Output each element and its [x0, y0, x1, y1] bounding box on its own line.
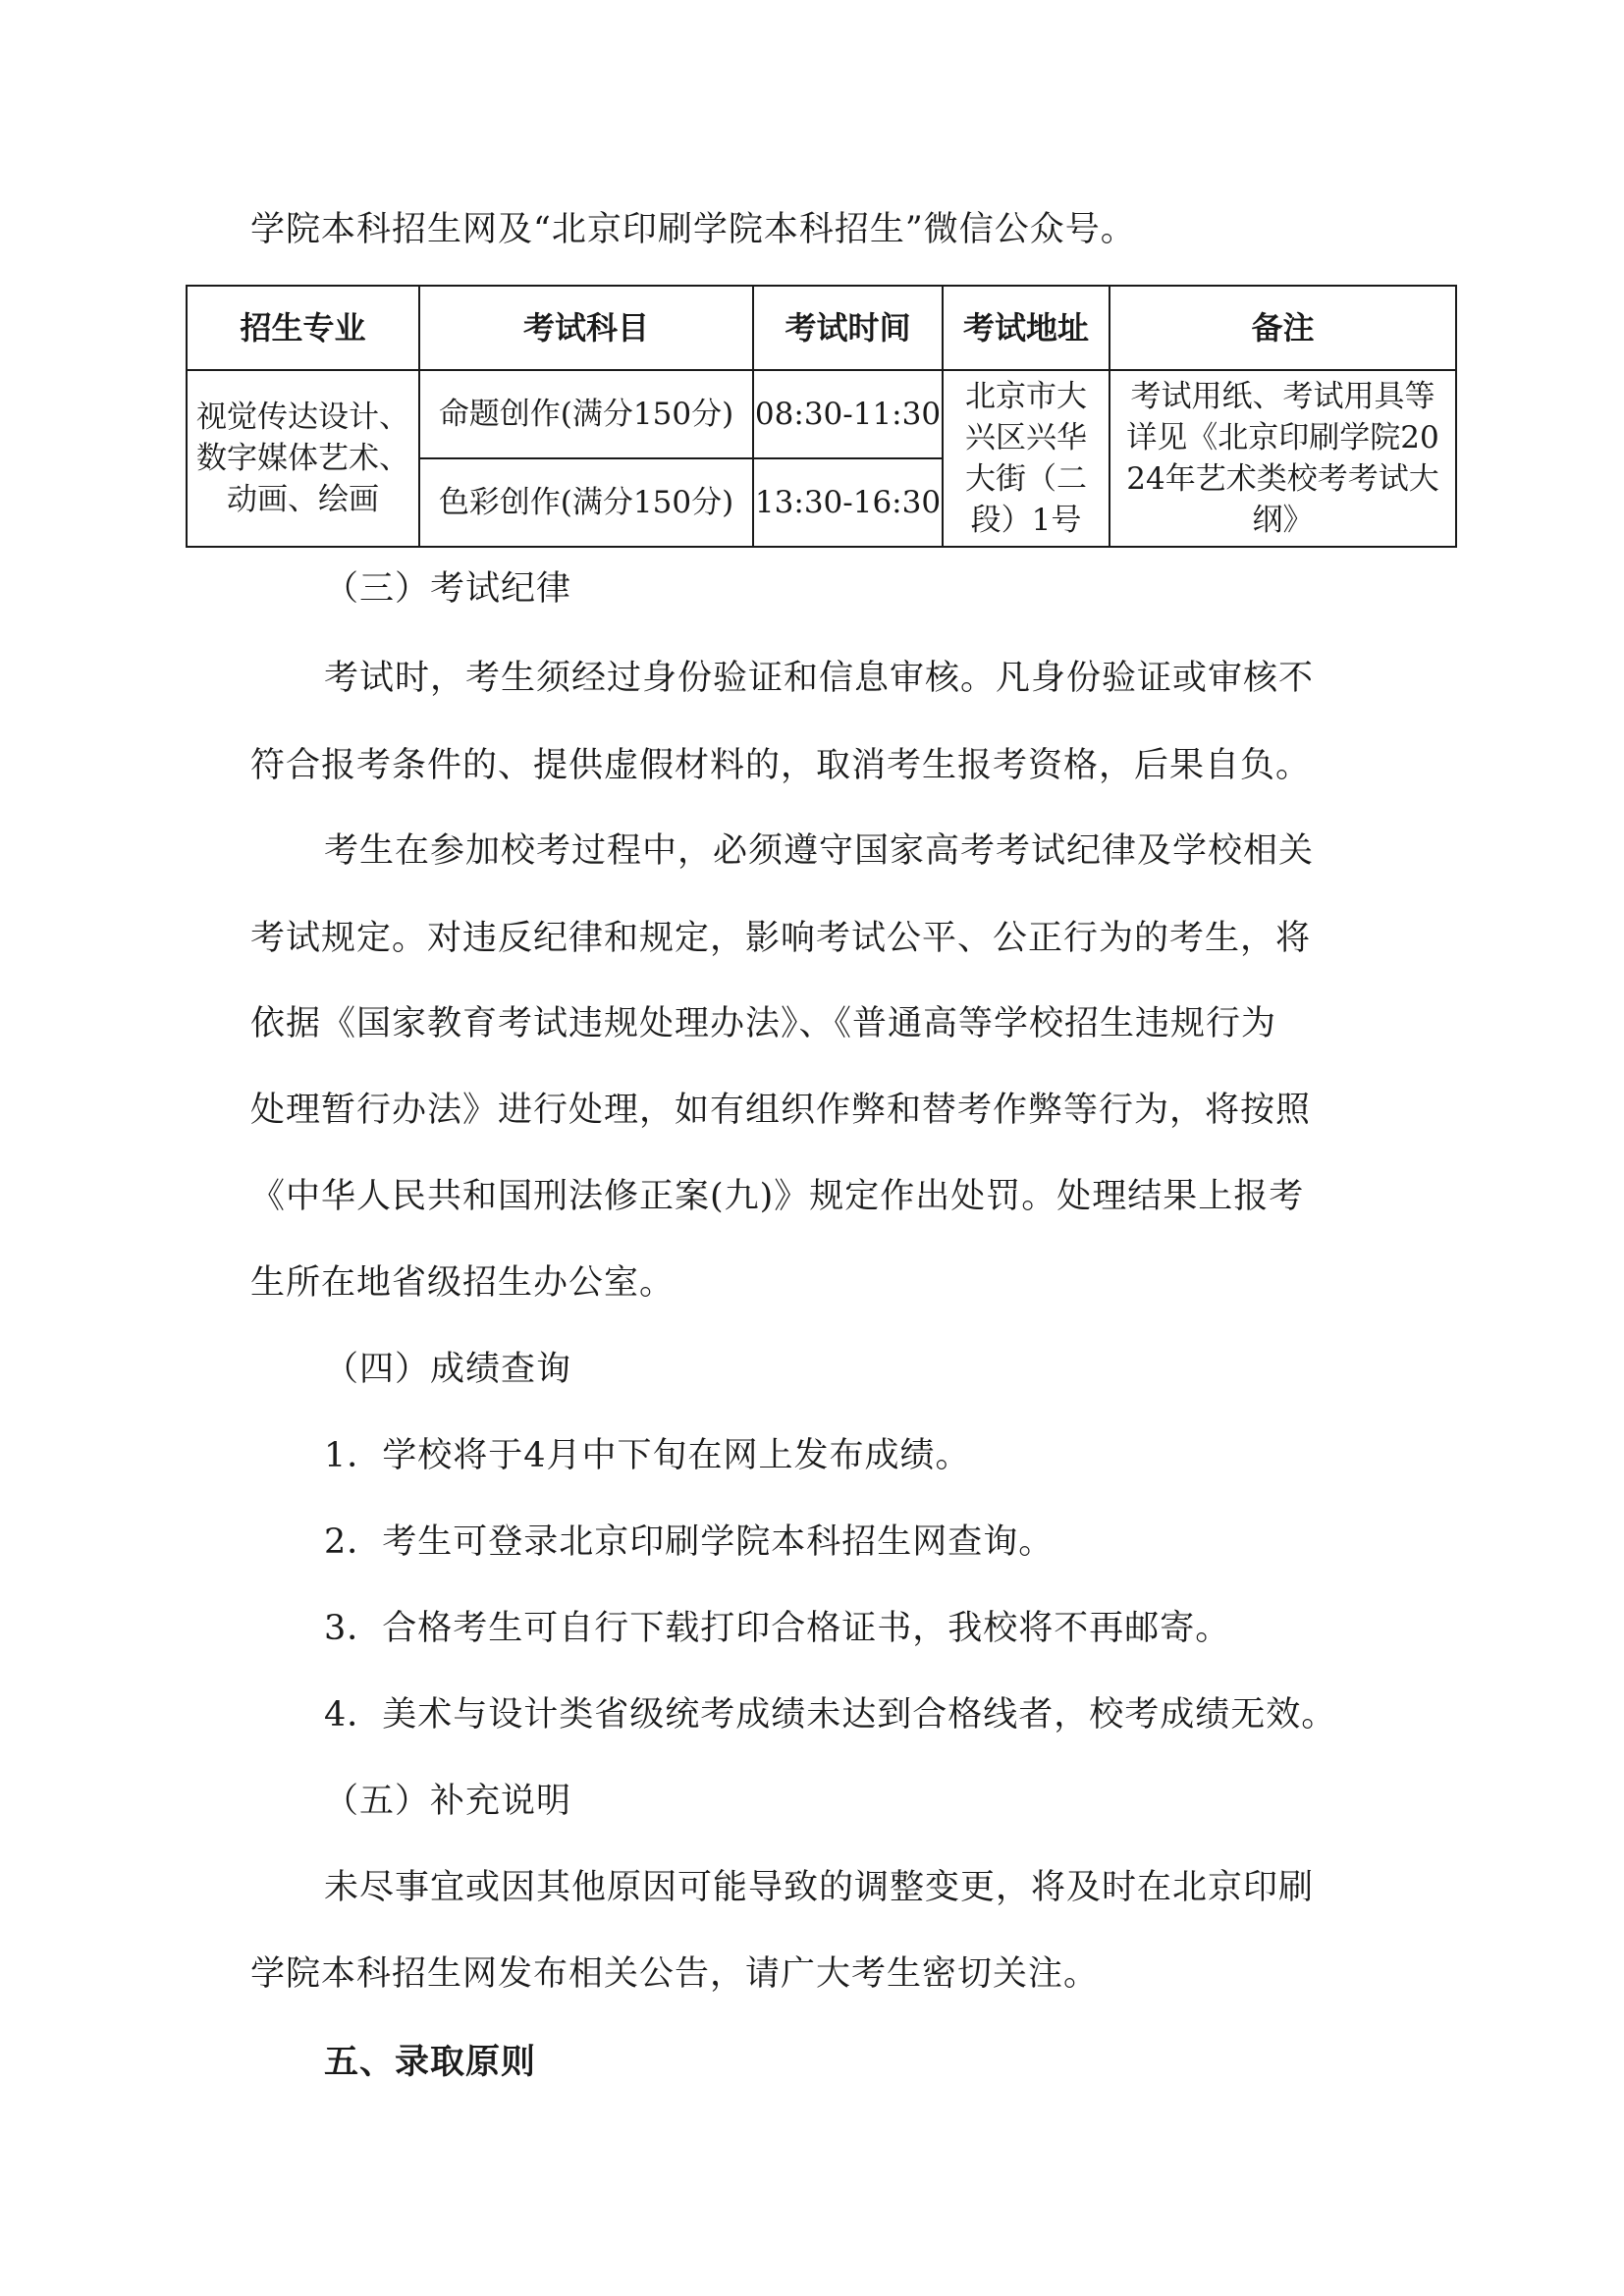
paragraph-line: 考试时，考生须经过身份验证和信息审核。凡身份验证或审核不	[324, 659, 1315, 698]
paragraph-line: 依据《国家教育考试违规处理办法》、《普通高等学校招生违规行为	[250, 1004, 1277, 1043]
paragraph-line: 学院本科招生网发布相关公告，请广大考生密切关注。	[250, 1954, 1100, 1994]
paragraph-line: 生所在地省级招生办公室。	[250, 1263, 676, 1303]
header-address: 考试地址	[943, 286, 1110, 370]
chapter-heading-admission: 五、录取原则	[324, 2043, 537, 2082]
section-heading-discipline: （三）考试纪律	[324, 569, 572, 609]
list-item: 1．学校将于4月中下旬在网上发布成绩。	[324, 1436, 971, 1475]
cell-address: 北京市大兴区兴华大街（二段）1号	[943, 370, 1110, 547]
paragraph-line: 考试规定。对违反纪律和规定，影响考试公平、公正行为的考生，将	[250, 919, 1312, 958]
header-note: 备注	[1110, 286, 1456, 370]
cell-major: 视觉传达设计、数字媒体艺术、动画、绘画	[187, 370, 419, 547]
paragraph-line: 《中华人民共和国刑法修正案(九)》规定作出处罚。处理结果上报考	[250, 1177, 1305, 1216]
paragraph-line: 处理暂行办法》进行处理，如有组织作弊和替考作弊等行为，将按照	[250, 1091, 1312, 1130]
header-major: 招生专业	[187, 286, 419, 370]
paragraph-line: 符合报考条件的、提供虚假材料的，取消考生报考资格，后果自负。	[250, 746, 1312, 785]
header-time: 考试时间	[753, 286, 943, 370]
section-heading-results: （四）成绩查询	[324, 1350, 572, 1389]
exam-schedule-table	[186, 285, 1457, 548]
cell-subject: 命题创作(满分150分)	[419, 370, 753, 458]
list-item: 3．合格考生可自行下载打印合格证书，我校将不再邮寄。	[324, 1609, 1231, 1648]
cell-time: 08:30-11:30	[753, 370, 943, 458]
header-subject: 考试科目	[419, 286, 753, 370]
table-header-row	[187, 286, 1456, 370]
intro-paragraph-line: 学院本科招生网及“北京印刷学院本科招生”微信公众号。	[250, 210, 1136, 249]
table-row	[187, 370, 1456, 458]
paragraph-line: 未尽事宜或因其他原因可能导致的调整变更，将及时在北京印刷	[324, 1868, 1315, 1907]
cell-note: 考试用纸、考试用具等详见《北京印刷学院2024年艺术类校考考试大纲》	[1110, 370, 1456, 547]
section-heading-supplement: （五）补充说明	[324, 1782, 572, 1821]
list-item: 2．考生可登录北京印刷学院本科招生网查询。	[324, 1522, 1055, 1562]
cell-subject: 色彩创作(满分150分)	[419, 458, 753, 547]
cell-time: 13:30-16:30	[753, 458, 943, 547]
list-item: 4．美术与设计类省级统考成绩未达到合格线者，校考成绩无效。	[324, 1695, 1337, 1735]
paragraph-line: 考生在参加校考过程中，必须遵守国家高考考试纪律及学校相关	[324, 831, 1315, 871]
